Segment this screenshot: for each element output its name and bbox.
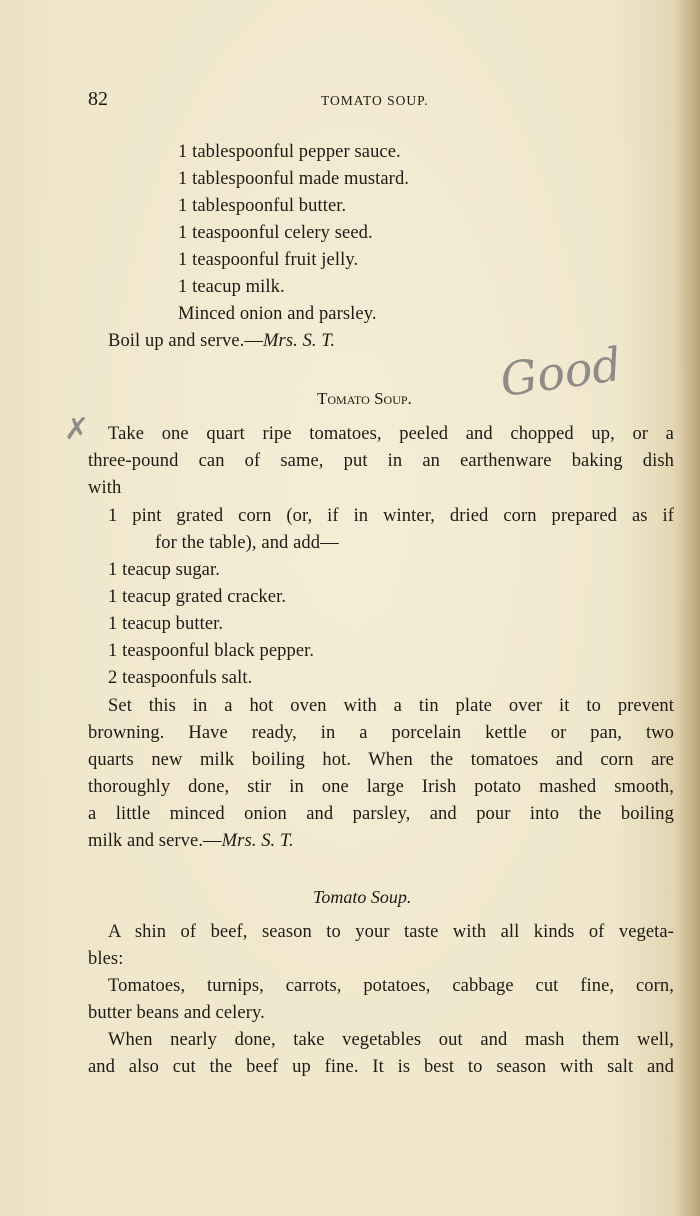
paragraph-line: and also cut the beef up fine. It is best to season with salt and — [88, 1057, 674, 1077]
paragraph-line: Take one quart ripe tomatoes, peeled and chopped up, or a — [108, 424, 674, 444]
paragraph-line: three-pound can of same, put in an earthenware baking dish — [88, 451, 674, 471]
ingredient-line: 1 teacup sugar. — [108, 560, 220, 580]
ingredient-line: Minced onion and parsley. — [178, 304, 377, 324]
paragraph-line: Set this in a hot oven with a tin plate over it to prevent — [108, 696, 674, 716]
ingredient-line: 1 teaspoonful celery seed. — [178, 223, 373, 243]
page-number: 82 — [88, 88, 108, 110]
ingredient-line: 1 teaspoonful fruit jelly. — [178, 250, 359, 270]
ingredient-line: 1 tablespoonful made mustard. — [178, 169, 410, 189]
closing-text: Boil up and serve.— — [108, 331, 264, 351]
pencil-mark-icon: ✗ — [64, 412, 90, 447]
paragraph-line: bles: — [88, 949, 124, 969]
ingredient-line: 1 teaspoonful black pepper. — [108, 641, 315, 661]
paragraph-line: butter beans and celery. — [88, 1003, 265, 1023]
ingredient-line: 1 teacup butter. — [108, 614, 224, 634]
paragraph-line: Tomatoes, turnips, carrots, potatoes, cabbage cut fine, corn, — [108, 976, 674, 996]
handwritten-note: Good — [496, 336, 625, 408]
closing-text: milk and serve.— — [88, 831, 222, 851]
ingredient-line: 1 pint grated corn (or, if in winter, dried corn prepared as if — [108, 506, 674, 526]
running-head: TOMATO SOUP. — [321, 93, 429, 108]
page-edge-shadow — [678, 0, 700, 1216]
recipe-title: Tomato Soup. — [317, 389, 412, 408]
paragraph-line: a little minced onion and parsley, and pour into the boiling — [88, 804, 674, 824]
closing-line — [108, 328, 335, 354]
paragraph-line: quarts new milk boiling hot. When the tomatoes and corn are — [88, 750, 674, 770]
ingredient-line: 1 teacup milk. — [178, 277, 285, 297]
ingredient-line: 1 teacup grated cracker. — [108, 587, 287, 607]
ingredient-line: 1 tablespoonful butter. — [178, 196, 347, 216]
ingredient-line: 1 tablespoonful pepper sauce. — [178, 142, 401, 162]
closing-line — [88, 828, 294, 854]
author-signature: Mrs. S. T. — [263, 331, 336, 351]
paragraph-line: browning. Have ready, in a porcelain kettle or pan, two — [88, 723, 674, 743]
paragraph-line: thoroughly done, stir in one large Irish potato mashed smooth, — [88, 777, 674, 797]
paragraph-line: with — [88, 478, 122, 498]
author-signature: Mrs. S. T. — [221, 831, 294, 851]
recipe-title: Tomato Soup. — [313, 887, 412, 907]
ingredient-line: for the table), and add— — [155, 533, 339, 553]
ingredient-line: 2 teaspoonfuls salt. — [108, 668, 253, 688]
paragraph-line: When nearly done, take vegetables out and mash them well, — [108, 1030, 674, 1050]
paragraph-line: A shin of beef, season to your taste with all kinds of vegeta- — [108, 922, 674, 942]
